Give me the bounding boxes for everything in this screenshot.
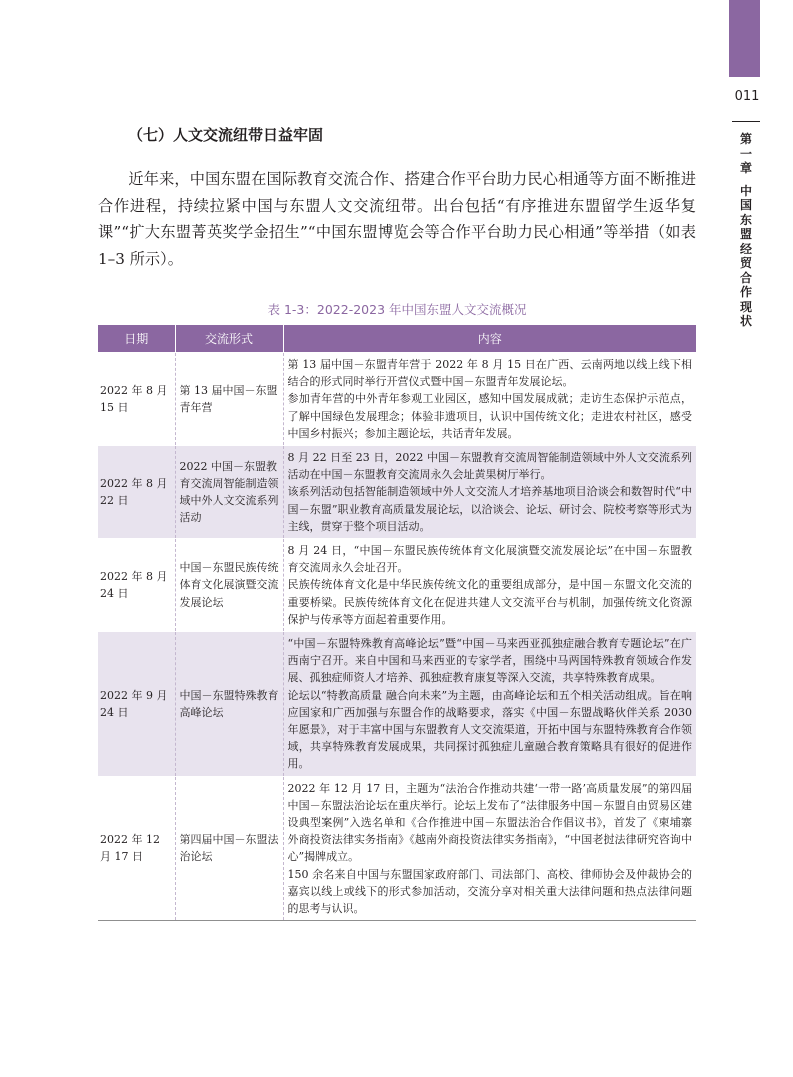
content-paragraph: 150 余名来自中国与东盟国家政府部门、司法部门、高校、律师协会及仲裁协会的嘉宾以线上或线下的形式参加活动，交流分享对相关重大法律问题和热点法律问题的思考与认识。 xyxy=(287,867,692,916)
header-content: 内容 xyxy=(283,325,696,353)
row-form: 2022 中国－东盟教育交流周智能制造领域中外人文交流系列活动 xyxy=(175,446,283,539)
table-row xyxy=(98,353,696,446)
header-date: 日期 xyxy=(98,325,175,353)
row-content xyxy=(283,446,696,539)
page-number: 011 xyxy=(734,89,760,104)
row-content xyxy=(283,632,696,777)
chapter-label: 第一章 xyxy=(739,132,752,175)
content-paragraph: 2022 年 12 月 17 日，主题为“法治合作推动共建‘一带一路’高质量发展”的第四届中国－东盟法治论坛在重庆举行。论坛上发布了“法律服务中国－东盟自由贸易区建设典型案例”入选名单和《合作推进中国－东盟法治合作倡议书》，首发了《柬埔寨外商投资法律实务指南》《越南外商投资法律实务指南》，“中国老挝法律研究咨询中心”揭牌成立。 xyxy=(287,781,692,864)
row-content xyxy=(283,353,696,446)
row-date: 2022 年 8 月 15 日 xyxy=(98,353,175,446)
section-heading: （七）人文交流纽带日益牢固 xyxy=(128,126,324,144)
content-paragraph: 民族传统体育文化是中华民族传统文化的重要组成部分，是中国－东盟文化交流的重要桥梁。民族传统体育文化在促进共建人文交流平台与机制，加强传统文化资源保护与传承等方面起着重要作用。 xyxy=(287,578,692,626)
exchange-table xyxy=(98,325,696,921)
intro-paragraph: 近年来，中国东盟在国际教育交流合作、搭建合作平台助力民心相通等方面不断推进合作进程，持续拉紧中国与东盟人文交流纽带。出台包括“有序推进东盟留学生返华复课”“扩大东盟菁英奖学金招生”“中国东盟博览会等合作平台助力民心相通”等举措（如表 1–3 所示）。 xyxy=(98,170,696,268)
row-date: 2022 年 9 月 24 日 xyxy=(98,632,175,777)
content-paragraph: 参加青年营的中外青年参观工业园区，感知中国发展成就；走访生态保护示范点，了解中国绿色发展理念；体验非遗项目，认识中国传统文化；走进农村社区，感受中国乡村振兴；参加主题论坛，共话青年发展。 xyxy=(287,392,692,440)
table-row xyxy=(98,539,696,632)
content-paragraph: 该系列活动包括智能制造领域中外人文交流人才培养基地项目洽谈会和数智时代“中国－东盟”职业教育高质量发展论坛，以洽谈会、论坛、研讨会、院校考察等形式为主线，贯穿于整个项目活动。 xyxy=(287,485,692,533)
vertical-chapter-title xyxy=(738,132,754,329)
content-paragraph: 8 月 24 日，“中国－东盟民族传统体育文化展演暨交流发展论坛”在中国－东盟教育交流周永久会址召开。 xyxy=(287,544,692,575)
table-row xyxy=(98,446,696,539)
row-content xyxy=(283,539,696,632)
table-header-row xyxy=(98,325,696,353)
content-paragraph: 论坛以“特教高质量 融合向未来”为主题，由高峰论坛和五个相关活动组成。旨在响应国家和广西加强与东盟合作的战略要求，落实《中国－东盟战略伙伴关系 2030 年愿景》，对于丰富中国与东盟教育人文交流渠道，开拓中国与东盟特殊教育合作领域，共享特殊教育发展成果，共同探讨孤独症儿童融合教育策略具有很好的促进作用。 xyxy=(287,688,692,771)
table-caption: 表 1-3：2022-2023 年中国东盟人文交流概况 xyxy=(267,302,527,317)
chapter-title: 中国东盟经贸合作现状 xyxy=(739,183,752,328)
table-row xyxy=(98,632,696,777)
row-date: 2022 年 8 月 24 日 xyxy=(98,539,175,632)
row-date: 2022 年 8 月 22 日 xyxy=(98,446,175,539)
content-paragraph: 8 月 22 日至 23 日，2022 中国－东盟教育交流周智能制造领域中外人文交流系列活动在中国－东盟教育交流周永久会址黄果树厅举行。 xyxy=(287,451,692,482)
row-date: 2022 年 12 月 17 日 xyxy=(98,776,175,921)
side-divider xyxy=(732,121,760,122)
content-paragraph: 第 13 届中国－东盟青年营于 2022 年 8 月 15 日在广西、云南两地以线上线下相结合的形式同时举行开营仪式暨中国－东盟青年发展论坛。 xyxy=(287,358,692,389)
row-form: 第 13 届中国－东盟青年营 xyxy=(175,353,283,446)
row-content xyxy=(283,776,696,921)
row-form: 中国－东盟特殊教育高峰论坛 xyxy=(175,632,283,777)
row-form: 第四届中国－东盟法治论坛 xyxy=(175,776,283,921)
chapter-color-tab xyxy=(729,0,760,77)
content-paragraph: “中国－东盟特殊教育高峰论坛”暨“中国－马来西亚孤独症融合教育专题论坛”在广西南宁召开。来自中国和马来西亚的专家学者，围绕中马两国特殊教育领域合作发展、孤独症师资人才培养、孤独症教育康复等深入交流，共享特殊教育成果。 xyxy=(287,637,692,685)
table-row xyxy=(98,776,696,921)
header-form: 交流形式 xyxy=(175,325,283,353)
row-form: 中国－东盟民族传统体育文化展演暨交流发展论坛 xyxy=(175,539,283,632)
